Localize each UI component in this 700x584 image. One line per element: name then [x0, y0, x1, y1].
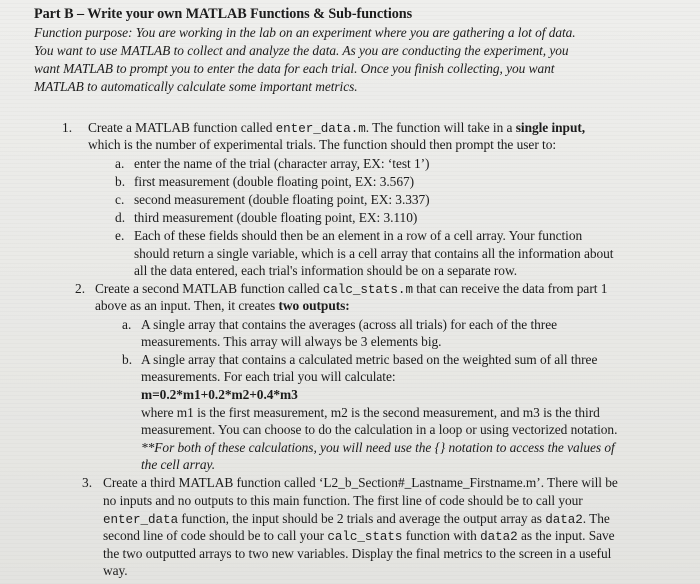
item-3-text-d: function with — [402, 528, 481, 543]
item-2-code: calc_stats.m — [322, 283, 413, 297]
item-2b-line-1: A single array that contains a calculated metric based on the weighted sum of all three — [141, 352, 598, 367]
item-1-text-b: . The function will take in a — [365, 120, 516, 135]
purpose-line-1 — [34, 24, 576, 42]
purpose-line-4: MATLAB to automatically calculate some important metrics. — [34, 79, 358, 94]
item-1e-text: Each of these fields should then be an element in a row of a cell array. Your function — [134, 228, 583, 243]
item-2-number: 2. — [75, 281, 86, 296]
item-3-line-2: no inputs and no outputs to this main function. The first line of code should be to call your — [103, 493, 583, 508]
item-2a-letter: a. — [122, 317, 132, 332]
item-3-line-6: way. — [103, 563, 128, 578]
item-1d-letter: d. — [115, 210, 126, 225]
item-2a-line-2: measurements. This array will always be 3 elements big. — [141, 334, 442, 349]
item-2b-line-2: measurements. For each trial you will calculate: — [141, 369, 396, 384]
item-3-code-2: data2 — [545, 513, 583, 527]
item-3-text-b: . The — [582, 511, 610, 526]
item-1-text-a: Create a MATLAB function called — [88, 120, 276, 135]
purpose-line-2: You want to use MATLAB to collect and analyze the data. As you are conducting the experiment, you — [34, 43, 569, 58]
item-1-code: enter_data.m — [275, 122, 366, 136]
item-1e-letter: e. — [115, 228, 125, 243]
item-2-text-c: above as an input. Then, it creates — [95, 298, 279, 313]
item-3-line-1: Create a third MATLAB function called ‘L2_b_Section#_Lastname_Firstname.m’. There will be — [103, 475, 618, 490]
item-2-line-2 — [95, 297, 350, 315]
purpose-text-1: You are working in the lab on an experiment where you are gathering a lot of data. — [132, 25, 576, 40]
item-1-number: 1. — [62, 120, 73, 135]
item-1a-letter: a. — [115, 156, 125, 171]
item-2b-line-3: where m1 is the first measurement, m2 is the second measurement, and m3 is the third — [141, 405, 600, 420]
item-3-line-5: the two outputted arrays to two new variables. Display the final metrics to the screen in a useful — [103, 546, 612, 561]
item-1d-text: third measurement (double floating point, EX: 3.110) — [134, 210, 418, 225]
item-2b-formula: m=0.2*m1+0.2*m2+0.4*m3 — [141, 387, 298, 402]
item-2-note-line-2: the cell array. — [141, 457, 215, 472]
item-2-text-b: that can receive the data from part 1 — [412, 281, 608, 296]
item-1-bold: single input, — [515, 120, 586, 135]
item-3-code-4: data2 — [480, 530, 518, 544]
item-1e-cont-2: all the data entered, each trial's information should be on a separate row. — [134, 263, 517, 278]
item-1a-text: enter the name of the trial (character array, EX: ‘test 1’) — [134, 156, 430, 171]
item-3-text-e: as the input. Save — [517, 528, 615, 543]
item-3-code-3: calc_stats — [327, 530, 403, 544]
item-3-code-1: enter_data — [103, 513, 179, 527]
item-1b-text: first measurement (double floating point, EX: 3.567) — [134, 174, 415, 189]
item-2a-line-1: A single array that contains the averages (across all trials) for each of the three — [141, 317, 557, 332]
item-3-text-c: second line of code should be to call your — [103, 528, 328, 543]
item-1c-text: second measurement (double floating point, EX: 3.337) — [134, 192, 430, 207]
item-1b-letter: b. — [115, 174, 126, 189]
purpose-line-3: want MATLAB to prompt you to enter the data for each trial. Once you finish collecting, you want — [34, 61, 555, 76]
item-3-number: 3. — [82, 475, 93, 490]
item-2-note-line-1: **For both of these calculations, you will need use the {} notation to access the values of — [141, 440, 615, 455]
item-2b-line-4: measurement. You can choose to do the calculation in a loop or using vectorized notation. — [141, 422, 618, 437]
item-2b-letter: b. — [122, 352, 133, 367]
item-3-text-a: function, the input should be 2 trials and average the output array as — [178, 511, 546, 526]
purpose-label: Function purpose: — [34, 25, 133, 40]
item-1e-cont-1: should return a single variable, which is a cell array that contains all the information about — [134, 246, 614, 261]
item-1c-letter: c. — [115, 192, 125, 207]
part-title: Part B – Write your own MATLAB Functions & Sub-functions — [34, 6, 413, 22]
item-2-bold: two outputs: — [278, 298, 350, 313]
item-2-text-a: Create a second MATLAB function called — [95, 281, 323, 296]
item-3-line-4 — [103, 527, 615, 547]
item-1-line-2: which is the number of experimental trials. The function should then prompt the user to: — [88, 137, 557, 152]
